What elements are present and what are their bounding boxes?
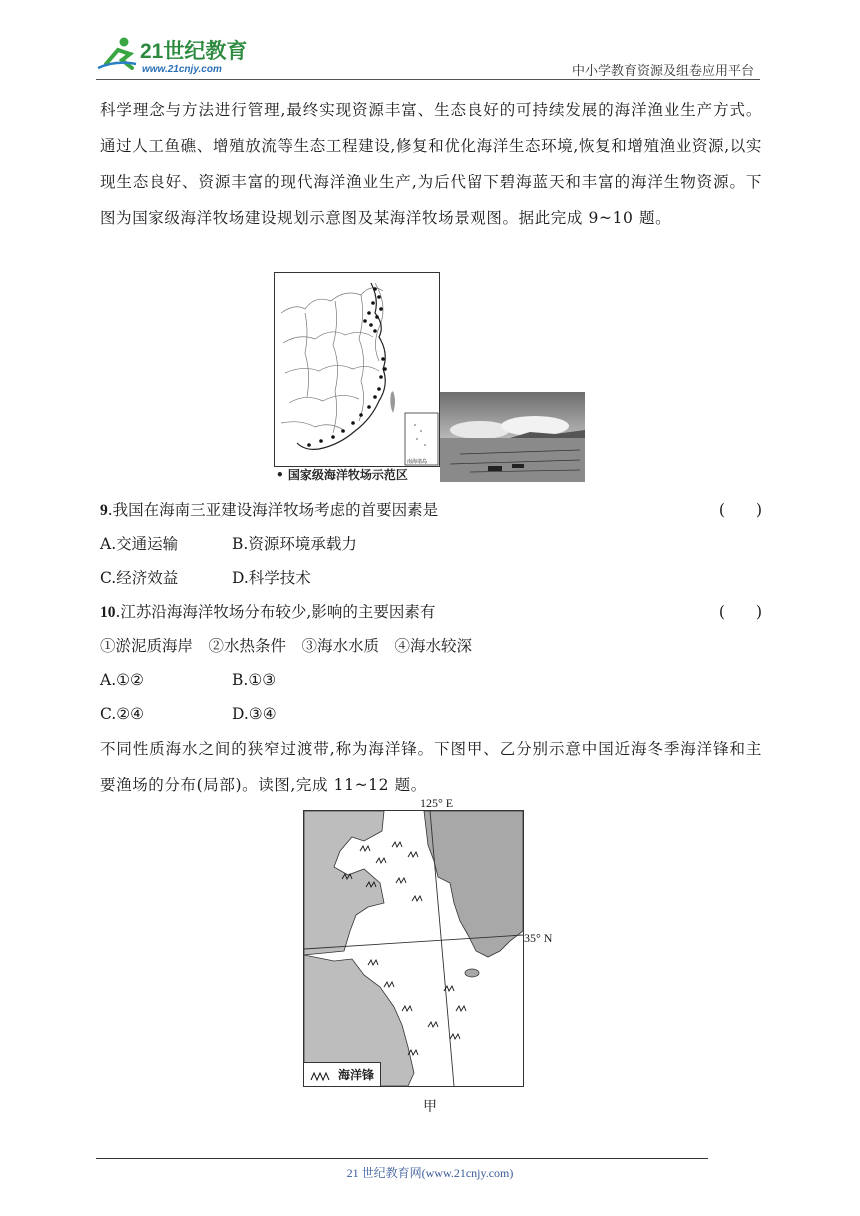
option-b: B.①③ [232, 671, 277, 689]
option-d: D.③④ [232, 705, 277, 723]
map-caption: • 国家级海洋牧场示范区 [276, 468, 408, 482]
question-number: 10 [100, 604, 116, 621]
passage-2: 不同性质海水之间的狭窄过渡带,称为海洋锋。下图甲、乙分别示意中国近海冬季海洋锋和主要渔场的分布(局部)。读图,完成 11~12 题。 [100, 740, 762, 794]
marine-ranch-photo [440, 392, 585, 482]
site-logo [96, 34, 266, 76]
legend-label: 海洋锋 [338, 1068, 375, 1082]
option-a: A.交通运输 [100, 535, 179, 553]
footer-text: 21 世纪教育网(www.21cnjy.com) [346, 1166, 514, 1180]
logo-url: www.21cnjy.com [142, 64, 222, 75]
option-a: A.①② [100, 671, 144, 689]
ocean-front-symbol-icon [308, 1064, 338, 1086]
header-divider [96, 79, 760, 80]
figure-label: 甲 [423, 1099, 437, 1115]
question-stem: .我国在海南三亚建设海洋牧场考虑的首要因素是 [107, 501, 439, 519]
intro-paragraph: 科学理念与方法进行管理,最终实现资源丰富、生态良好的可持续发展的海洋渔业生产方式。通过人工鱼礁、增殖放流等生态工程建设,修复和优化海洋生态环境,恢复和增殖渔业资源,以实现生态良好、资源丰富的现代海洋渔业生产,为后代留下碧海蓝天和丰富的海洋生物资源。下图为国家级海洋牧场建设规划示意图及某海洋牧场景观图。据此完成 9~10 题。 [100, 101, 762, 227]
question-9 [100, 493, 762, 527]
inset-label: 南海诸岛 [407, 459, 428, 465]
option-d: D.科学技术 [232, 569, 311, 587]
china-marine-ranch-map [274, 272, 440, 467]
factor-list: ①淤泥质海岸 ②水热条件 ③海水水质 ④海水较深 [100, 637, 473, 655]
option-c: C.②④ [100, 705, 145, 723]
option-c: C.经济效益 [100, 569, 179, 587]
longitude-label: 125° E [420, 796, 454, 810]
footer-divider [96, 1158, 708, 1159]
ocean-front-map [303, 810, 524, 1087]
answer-bracket: ( ) [718, 603, 762, 621]
question-stem: .江苏沿海海洋牧场分布较少,影响的主要因素有 [115, 603, 436, 621]
header-platform-text: 中小学教育资源及组卷应用平台 [571, 64, 754, 79]
map-legend [304, 1062, 381, 1086]
latitude-label: 35° N [524, 931, 553, 945]
question-10 [100, 595, 762, 629]
question-number: 9 [100, 502, 108, 519]
logo-text: 21世纪教育 [140, 40, 248, 63]
answer-bracket: ( ) [718, 501, 762, 519]
option-b: B.资源环境承载力 [232, 535, 357, 553]
